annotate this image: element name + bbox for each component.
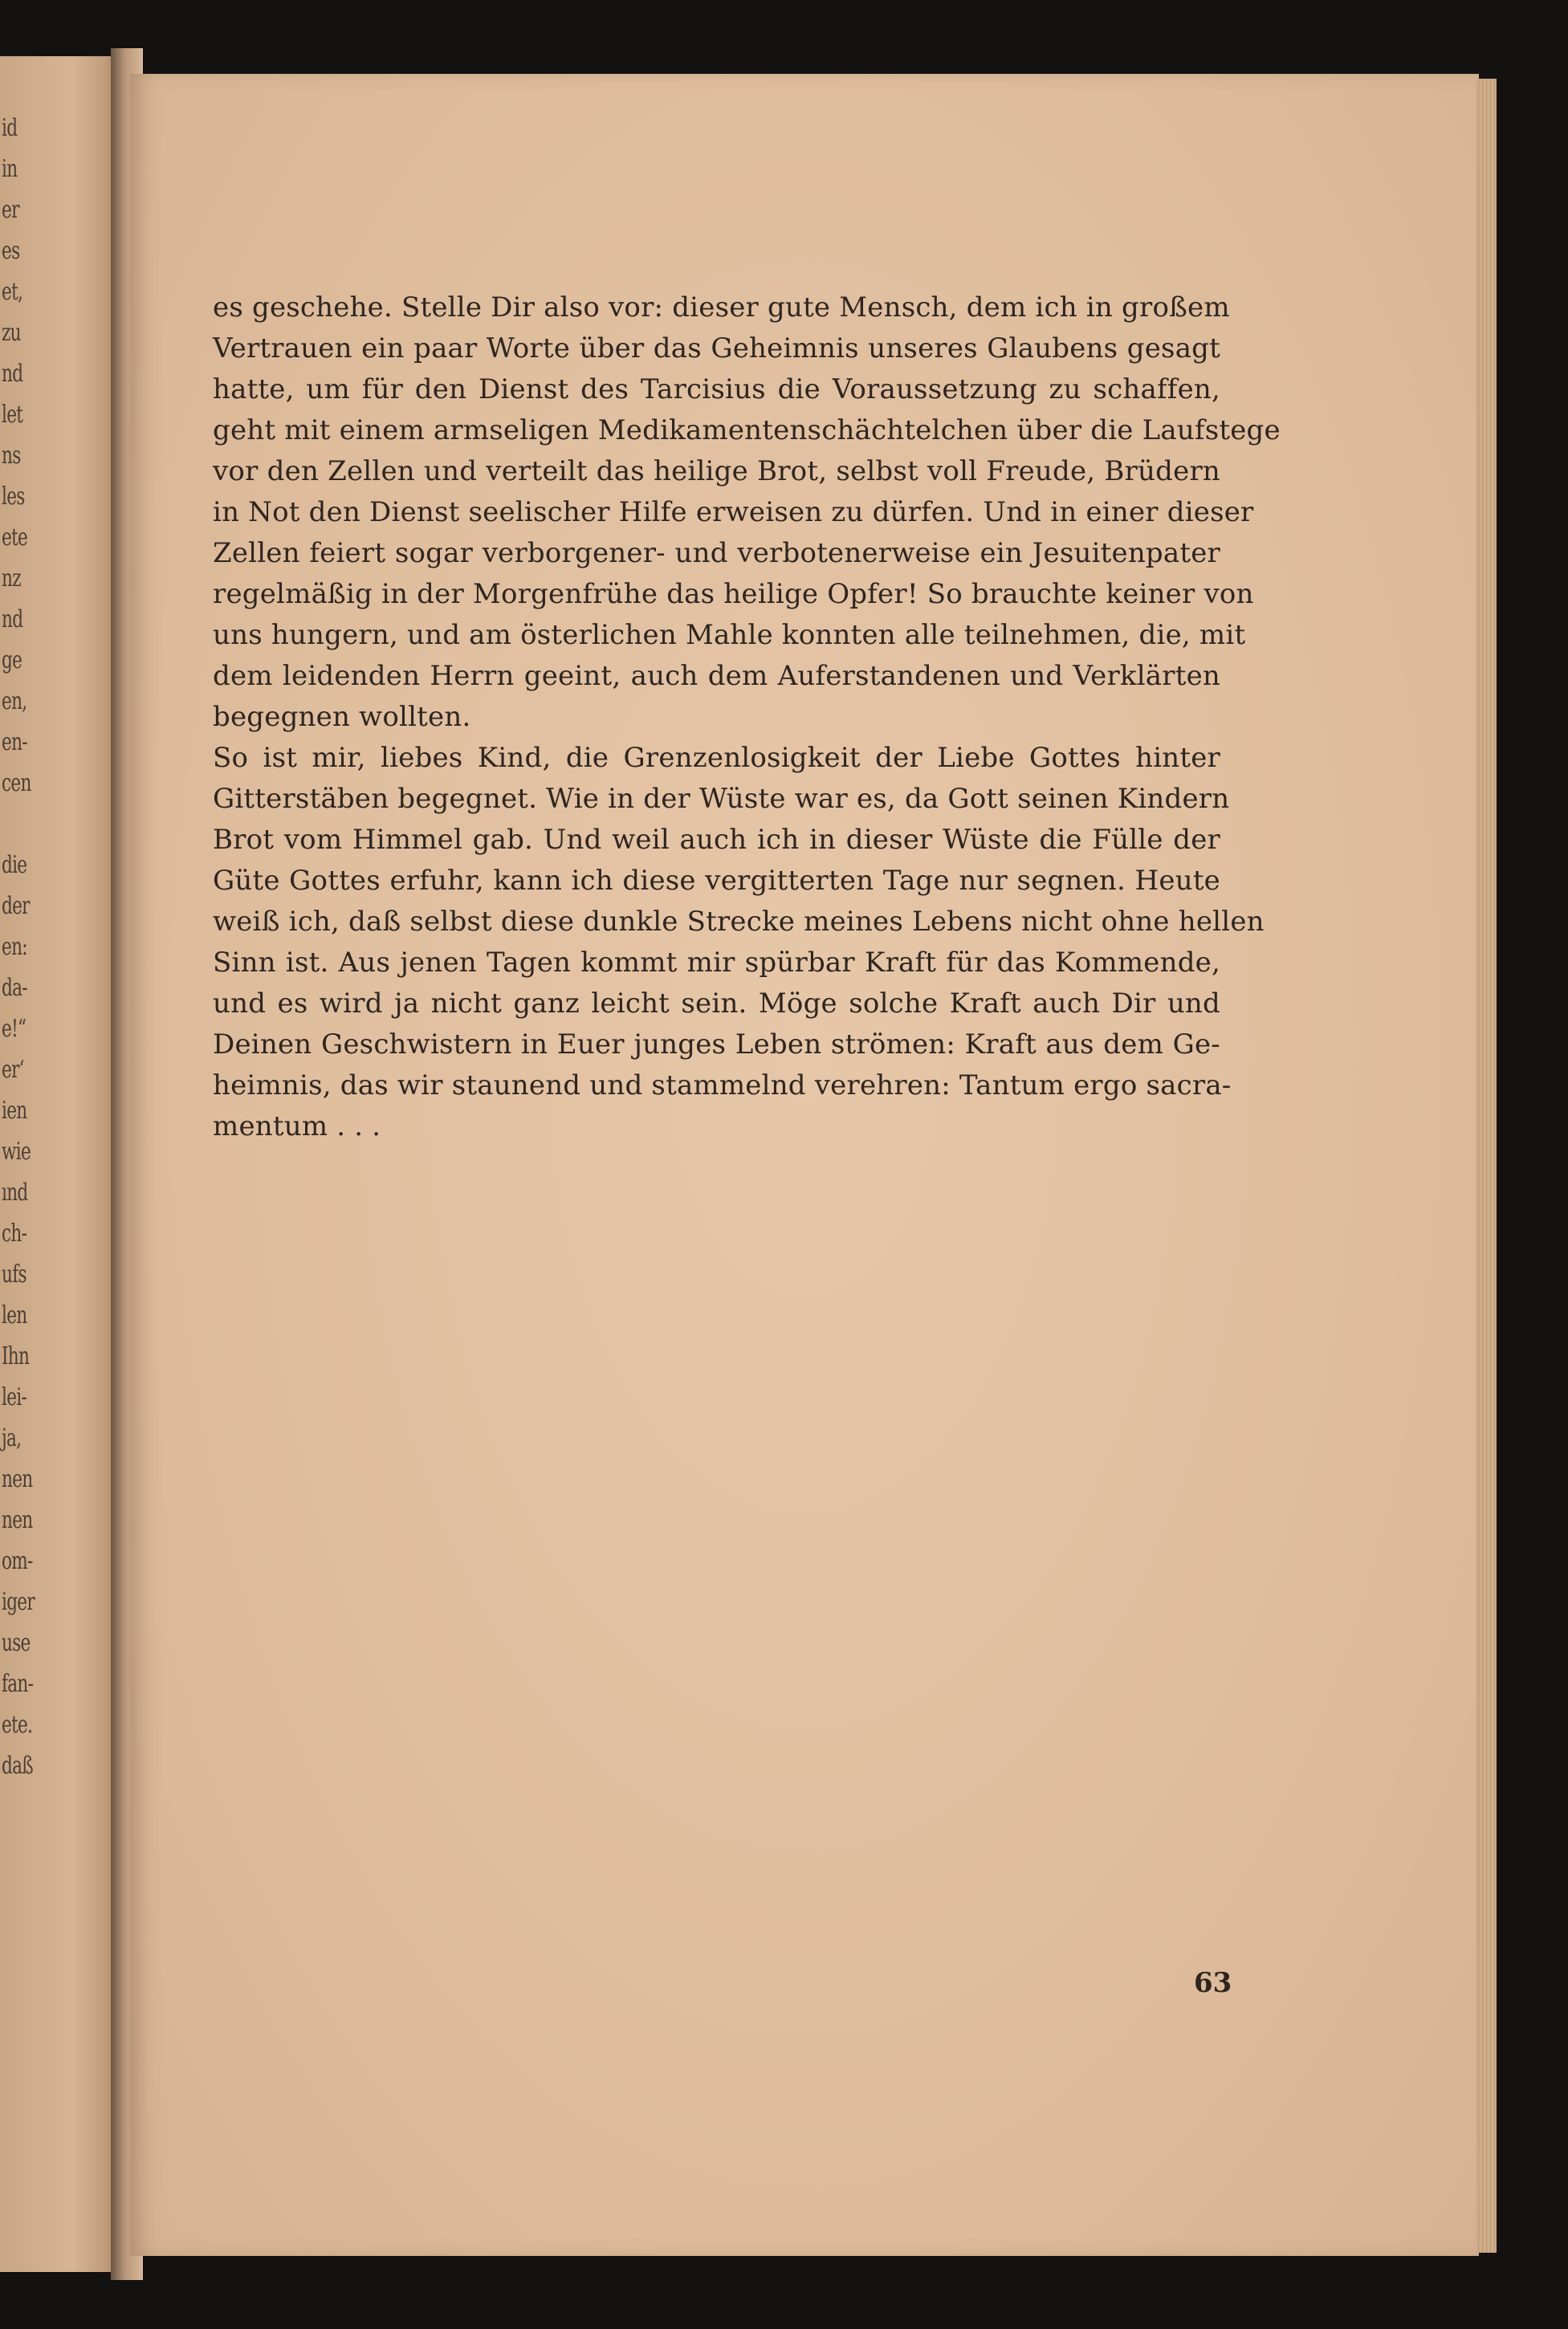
text-line: und es wird ja nicht ganz leicht sein. Möge solche Kraft auch Dir und [213,987,1220,1020]
text-line: in Not den Dienst seelischer Hilfe erweisen zu dürfen. Und in einer dieser [213,496,1254,528]
left-page-fragment: nz [2,564,21,592]
left-page-fragment: ch- [2,1219,27,1248]
left-facing-page [0,56,120,2272]
left-page-fragment: ien [2,1097,27,1125]
page-edges [1476,79,1497,2253]
page-number: 63 [1194,1967,1232,1999]
text-line: Gitterstäben begegnet. Wie in der Wüste war es, da Gott seinen Kindern [213,783,1230,815]
left-page-fragment: die [2,851,27,879]
left-page-fragment: fan- [2,1670,34,1698]
text-line: geht mit einem armseligen Medikamentenschächtelchen über die Laufstege [213,414,1281,446]
left-page-fragment: ete [2,523,28,552]
left-page-fragment: len [2,1301,27,1329]
left-page-fragment: zu [2,319,21,347]
text-line: Güte Gottes erfuhr, kann ich diese vergitterten Tage nur segnen. Heute [213,865,1220,897]
left-page-fragment: ge [2,646,22,674]
left-page-fragment: cen [2,769,31,797]
left-page-fragment: nen [2,1506,33,1534]
left-page-fragment: let [2,401,23,429]
left-page-fragment: da- [2,974,27,1002]
text-line: uns hungern, und am österlichen Mahle konnten alle teilnehmen, die, mit [213,619,1246,651]
left-page-fragment: Ihn [2,1342,30,1370]
left-page-fragment: er [2,196,19,224]
text-line: Vertrauen ein paar Worte über das Geheimnis unseres Glaubens gesagt [213,332,1220,364]
text-line: Zellen feiert sogar verborgener- und verbotenerweise ein Jesuitenpater [213,537,1220,569]
left-page-fragment: er‘ [2,1056,24,1084]
left-page-fragment: der [2,892,30,920]
left-page-fragment: om- [2,1547,33,1575]
left-page-fragment: en, [2,687,27,715]
left-page-fragment: nd [2,360,23,388]
body-text [213,287,1281,1147]
left-page-fragment: nd [2,605,23,633]
text-line: regelmäßig in der Morgenfrühe das heilige Opfer! So brauchte keiner von [213,578,1254,610]
left-page-fragment: iger [2,1588,35,1616]
text-line: begegnen wollten. [213,701,471,733]
text-line: Sinn ist. Aus jenen Tagen kommt mir spürbar Kraft für das Kommende, [213,947,1220,979]
text-line: Deinen Geschwistern in Euer junges Leben strömen: Kraft aus dem Ge- [213,1028,1220,1061]
text-line: weiß ich, daß selbst diese dunkle Strecke meines Lebens nicht ohne hellen [213,906,1265,938]
left-page-fragment: in [2,155,18,183]
text-line: es geschehe. Stelle Dir also vor: dieser gute Mensch, dem ich in großem [213,291,1230,324]
left-page-fragment: es [2,237,20,265]
left-page-fragment: daß [2,1752,33,1780]
text-line: So ist mir, liebes Kind, die Grenzenlosigkeit der Liebe Gottes hinter [213,742,1220,774]
left-page-fragment: ınd [2,1179,28,1207]
left-page-fragment: ns [2,442,21,470]
text-line: mentum . . . [213,1110,381,1142]
left-page-fragment: nen [2,1465,33,1493]
left-page-fragment: id [2,114,18,142]
text-line: Brot vom Himmel gab. Und weil auch ich in dieser Wüste die Fülle der [213,824,1220,856]
left-page-fragment: wie [2,1138,31,1166]
left-page-fragment: en: [2,933,27,961]
left-page-fragment: ete. [2,1711,33,1739]
left-page-fragment: use [2,1629,31,1657]
left-page-fragment: lei- [2,1383,27,1411]
left-page-fragment: en- [2,728,27,756]
left-page-fragment: e!“ [2,1015,26,1043]
text-line: hatte, um für den Dienst des Tarcisius die Voraussetzung zu schaffen, [213,373,1220,405]
text-line: vor den Zellen und verteilt das heilige Brot, selbst voll Freude, Brüdern [213,455,1220,487]
left-page-fragment: et, [2,278,23,306]
left-page-fragment: ja, [2,1424,22,1452]
left-page-fragment: les [2,482,25,511]
text-line: heimnis, das wir staunend und stammelnd verehren: Tantum ergo sacra- [213,1069,1232,1101]
text-line: dem leidenden Herrn geeint, auch dem Auferstandenen und Verklärten [213,660,1220,692]
left-page-fragment: ufs [2,1260,26,1289]
